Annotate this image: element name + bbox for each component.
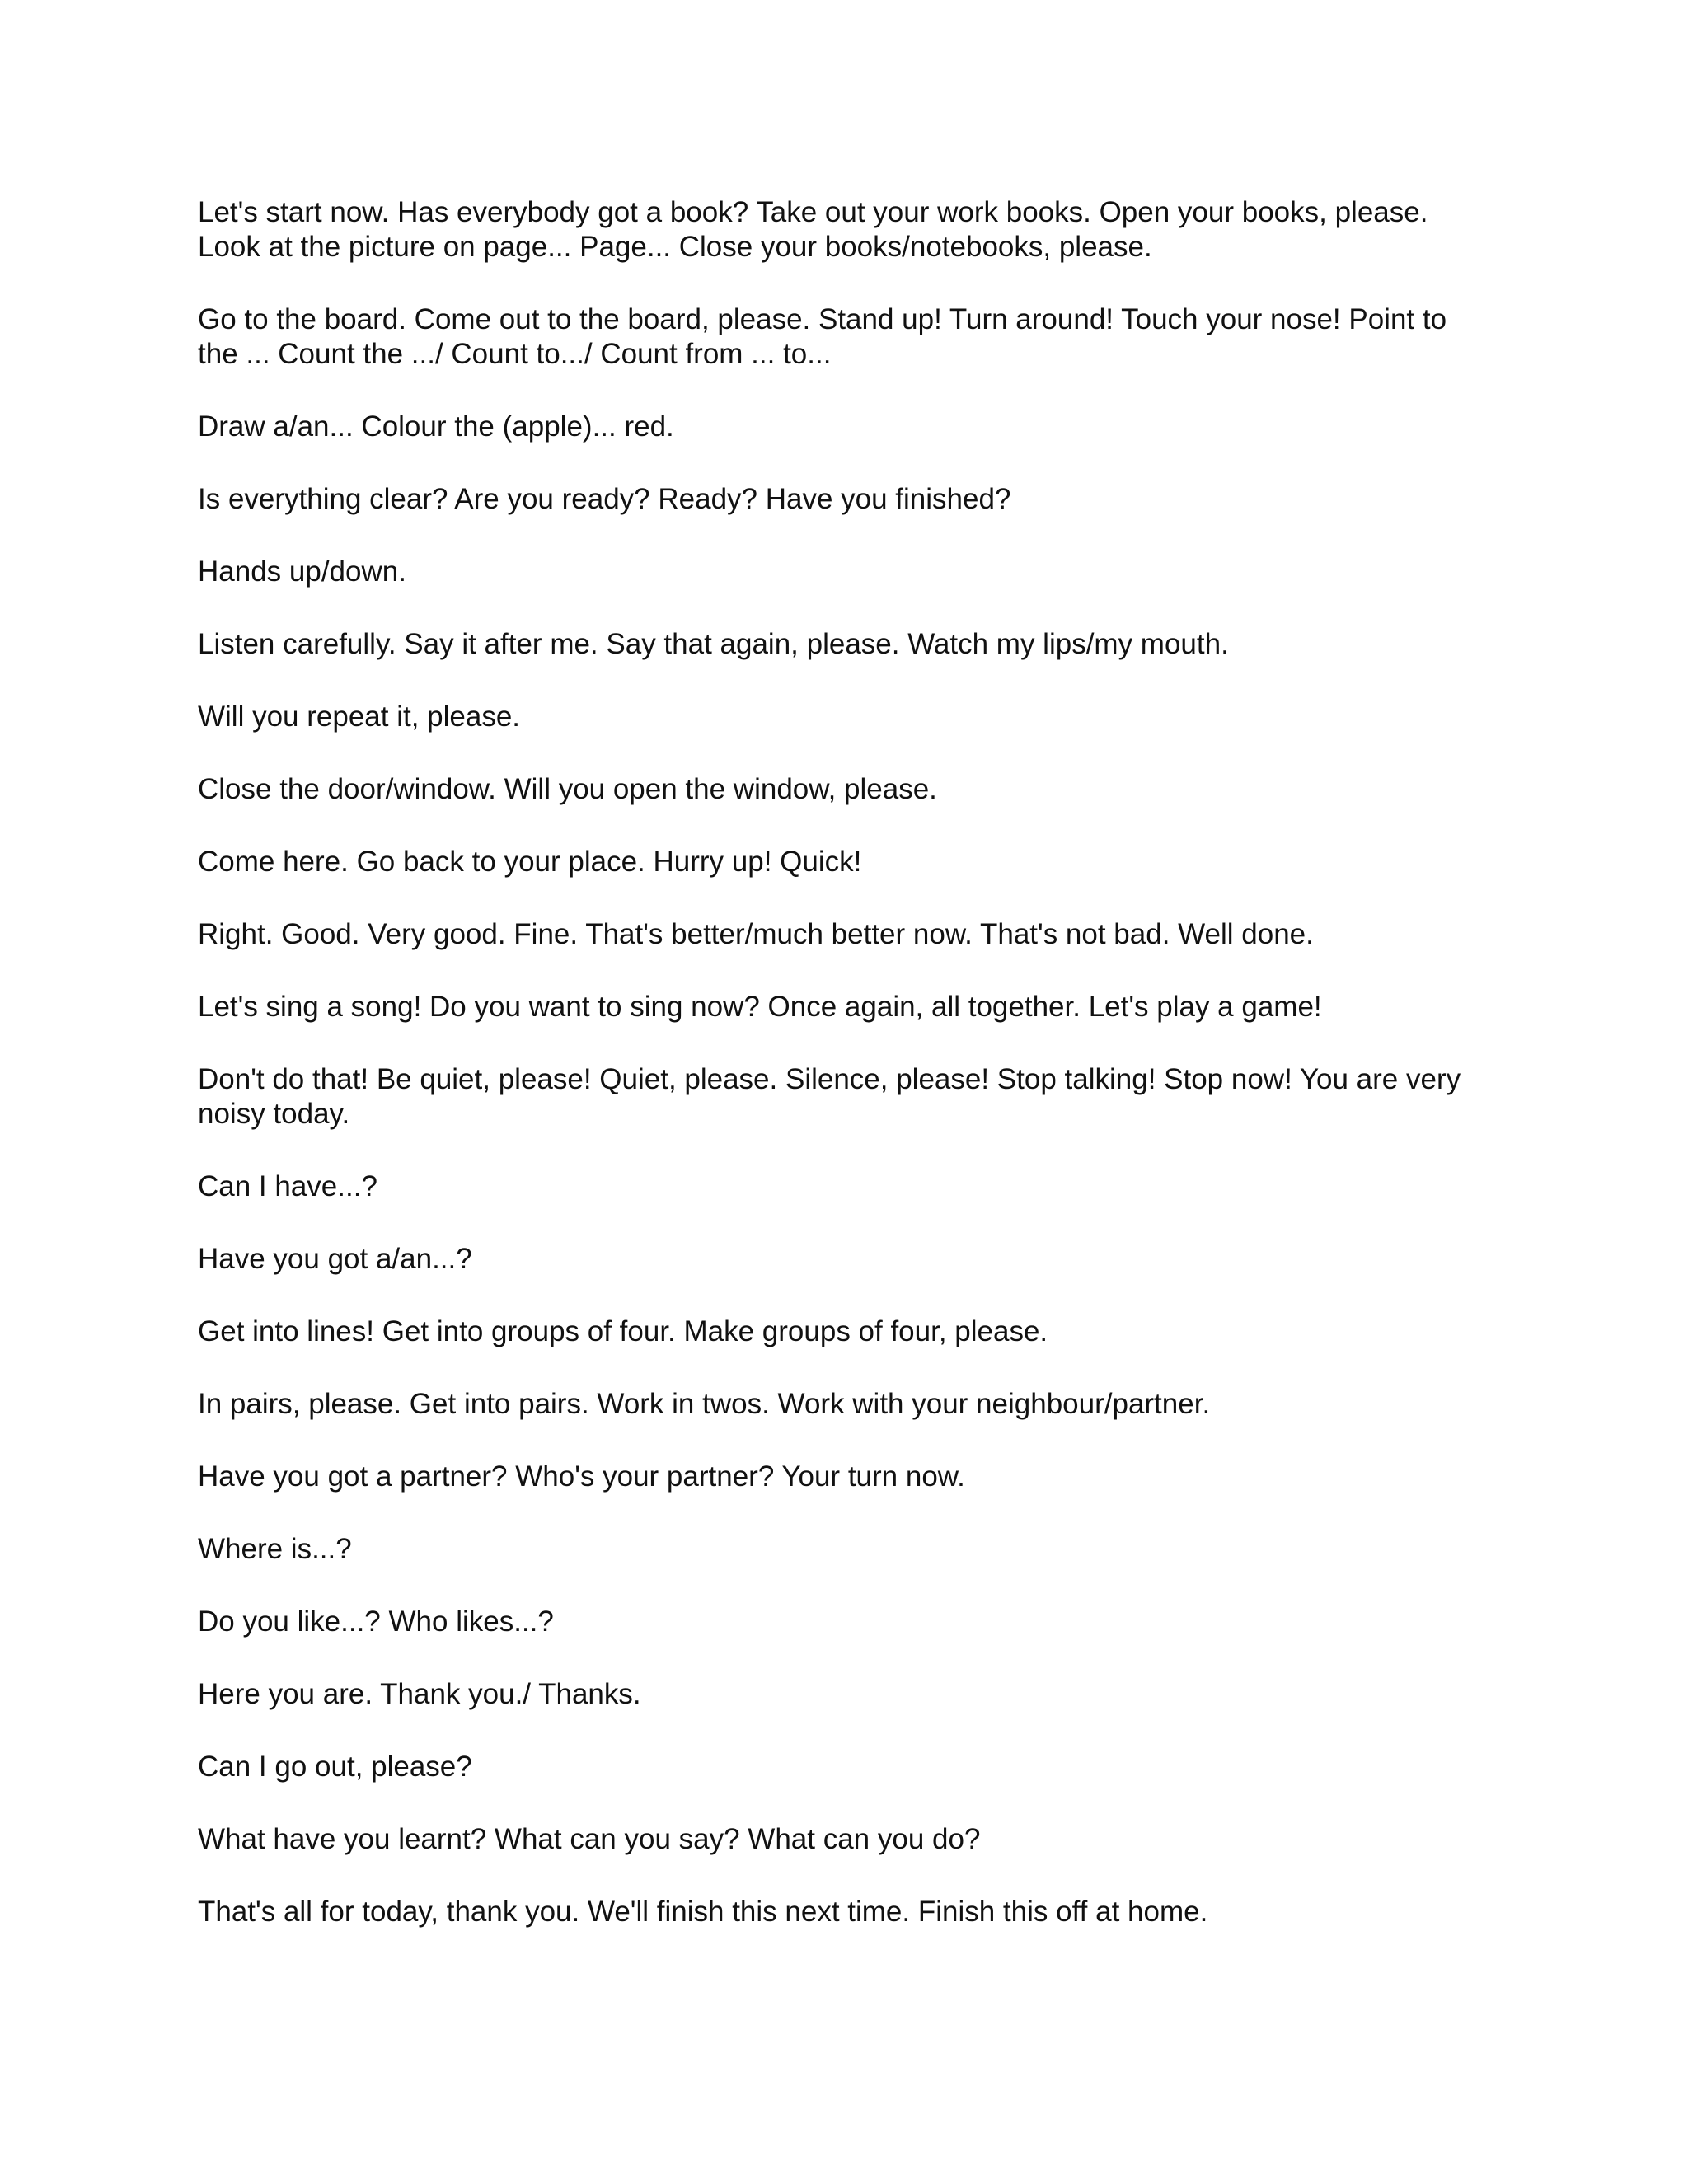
paragraph-line: Go to the board. Come out to the board, please. Stand up! Turn around! Touch your nose! Point to (198, 303, 1447, 335)
paragraph-line: Let's start now. Has everybody got a book? Take out your work books. Open your books, please. (198, 196, 1428, 228)
paragraph-line: That's all for today, thank you. We'll finish this next time. Finish this off at home. (198, 1896, 1208, 1928)
paragraph-3 (198, 410, 1550, 444)
paragraph-5 (198, 555, 1550, 589)
paragraph-9 (198, 845, 1550, 879)
paragraph-20 (198, 1677, 1550, 1712)
paragraph-line: the ... Count the .../ Count to.../ Count from ... to... (198, 338, 832, 370)
paragraph-line: Here you are. Thank you./ Thanks. (198, 1678, 641, 1710)
document-body (198, 195, 1550, 1967)
paragraph-1 (198, 195, 1550, 265)
paragraph-line: Get into lines! Get into groups of four. Make groups of four, please. (198, 1315, 1048, 1347)
paragraph-line: Come here. Go back to your place. Hurry up! Quick! (198, 846, 862, 878)
paragraph-12 (198, 1062, 1550, 1132)
paragraph-23 (198, 1895, 1550, 1929)
paragraph-11 (198, 990, 1550, 1024)
paragraph-line: Let's sing a song! Do you want to sing now? Once again, all together. Let's play a game! (198, 991, 1322, 1023)
paragraph-17 (198, 1460, 1550, 1494)
paragraph-line: Where is...? (198, 1533, 352, 1565)
paragraph-2 (198, 302, 1550, 372)
paragraph-line: What have you learnt? What can you say? What can you do? (198, 1823, 981, 1855)
paragraph-21 (198, 1750, 1550, 1784)
paragraph-line: noisy today. (198, 1098, 350, 1130)
paragraph-16 (198, 1387, 1550, 1422)
paragraph-10 (198, 917, 1550, 952)
paragraph-18 (198, 1532, 1550, 1567)
paragraph-line: Do you like...? Who likes...? (198, 1605, 554, 1638)
paragraph-4 (198, 482, 1550, 517)
paragraph-line: Close the door/window. Will you open the window, please. (198, 773, 937, 805)
paragraph-13 (198, 1169, 1550, 1204)
paragraph-8 (198, 772, 1550, 807)
paragraph-line: Draw a/an... Colour the (apple)... red. (198, 410, 674, 443)
paragraph-22 (198, 1822, 1550, 1857)
paragraph-line: Will you repeat it, please. (198, 701, 521, 733)
paragraph-line: Can I have...? (198, 1170, 377, 1202)
paragraph-line: Look at the picture on page... Page... Close your books/notebooks, please. (198, 231, 1152, 263)
paragraph-6 (198, 627, 1550, 662)
paragraph-14 (198, 1242, 1550, 1277)
paragraph-line: Is everything clear? Are you ready? Ready? Have you finished? (198, 483, 1011, 515)
paragraph-line: Listen carefully. Say it after me. Say that again, please. Watch my lips/my mouth. (198, 628, 1229, 660)
paragraph-15 (198, 1315, 1550, 1349)
paragraph-line: Have you got a partner? Who's your partner? Your turn now. (198, 1460, 965, 1493)
paragraph-7 (198, 700, 1550, 734)
paragraph-line: Can I go out, please? (198, 1750, 472, 1783)
paragraph-19 (198, 1605, 1550, 1639)
paragraph-line: Don't do that! Be quiet, please! Quiet, please. Silence, please! Stop talking! Stop now! You are very (198, 1063, 1461, 1095)
paragraph-line: In pairs, please. Get into pairs. Work in twos. Work with your neighbour/partner. (198, 1388, 1211, 1420)
paragraph-line: Hands up/down. (198, 555, 406, 588)
paragraph-line: Right. Good. Very good. Fine. That's better/much better now. That's not bad. Well done. (198, 918, 1314, 950)
paragraph-line: Have you got a/an...? (198, 1243, 472, 1275)
